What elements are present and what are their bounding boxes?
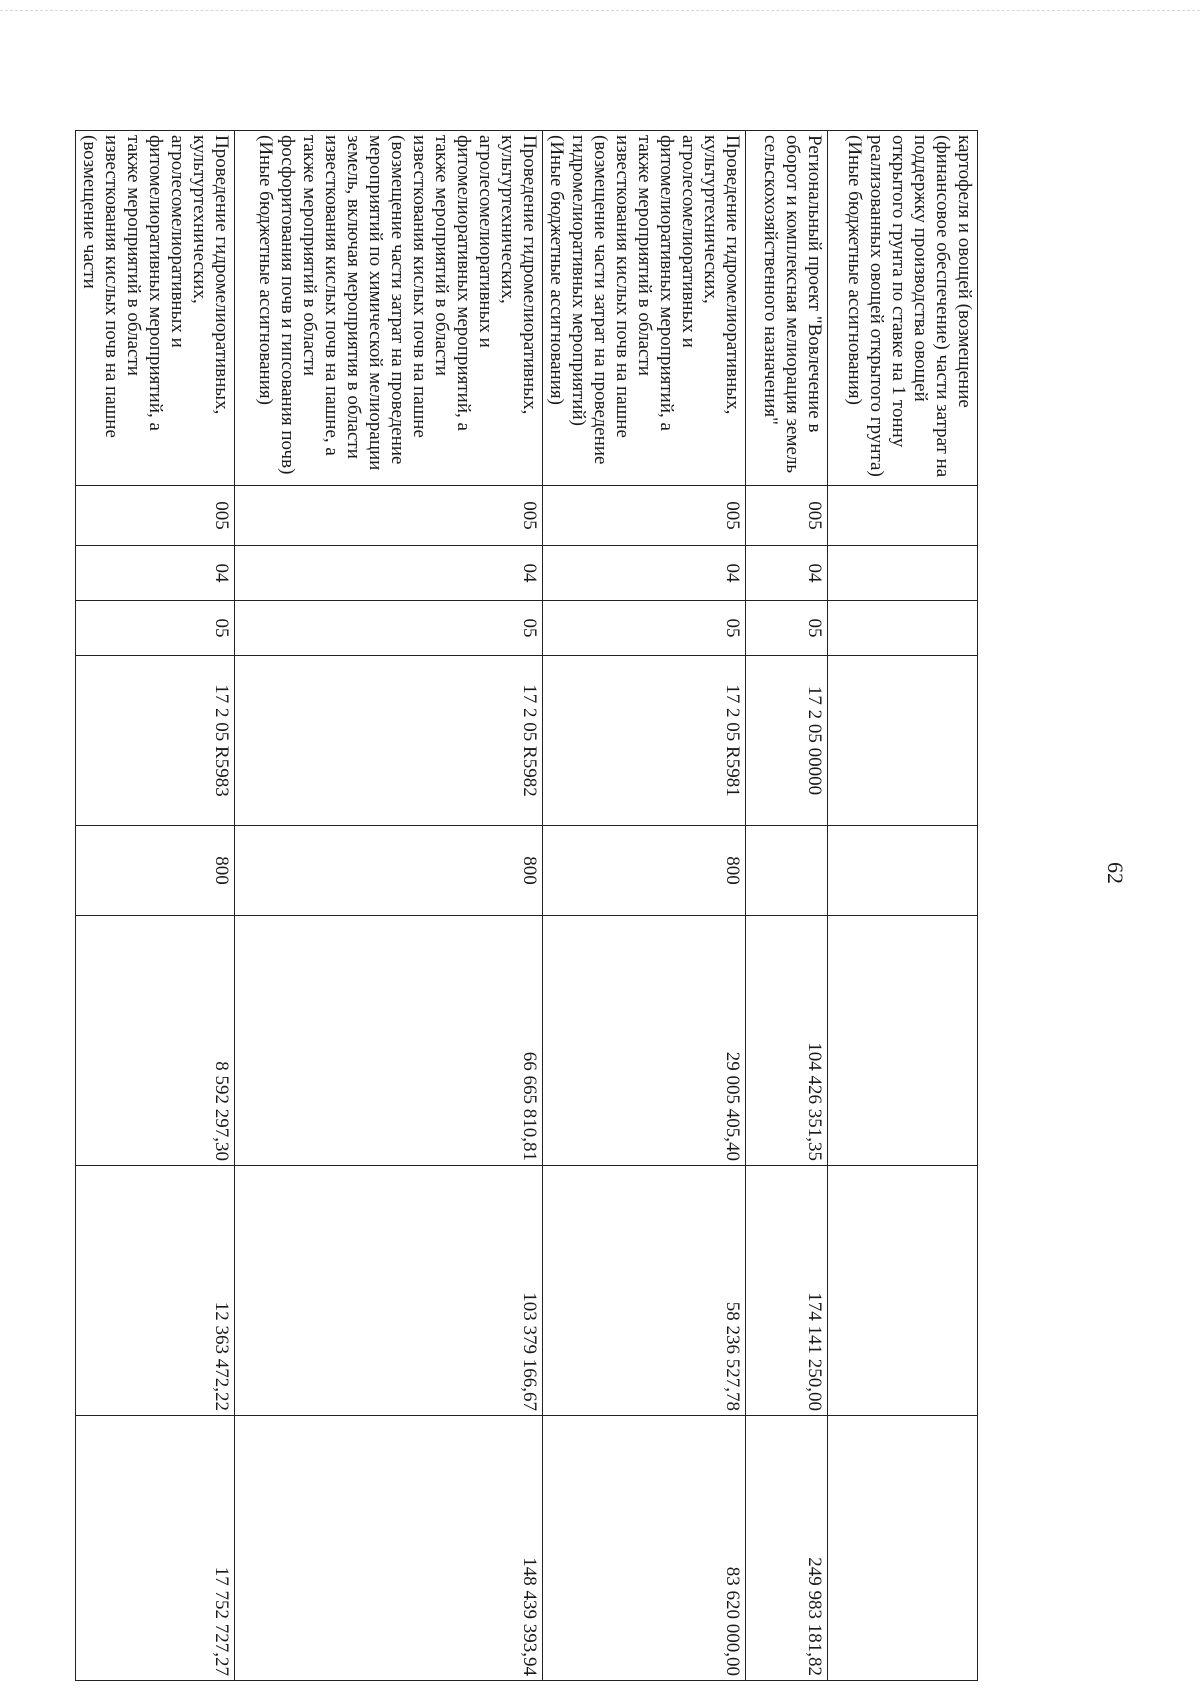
sum-year-2: 103 379 166,67: [235, 1166, 543, 1416]
rz-code: [828, 546, 978, 601]
vr-code: [828, 826, 978, 916]
rz-code: 04: [746, 546, 828, 601]
sum-year-3: 17 752 727,27: [76, 1416, 235, 1681]
table-row: [76, 131, 235, 1681]
pr-code: [828, 601, 978, 656]
ved-code: 005: [746, 486, 828, 546]
ved-code: 005: [543, 486, 746, 546]
sum-year-3: 249 983 181,82: [746, 1416, 828, 1681]
scan-edge-line: [0, 10, 1200, 11]
row-name: Проведение гидромелиоративных, культуртехнических, агролесомелиоративных и фитомелиоративных мероприятий, а также мероприятий в области известкования кислых почв на пашне (возмещение части затрат на проведение мероприятий по химической мелиорации земель, включая мероприятия в области известкования кислых почв на пашне, а также мероприятий в области фосфоритования почв и гипсования почв) (Иные бюджетные ассигнования): [235, 131, 543, 486]
sum-year-1: 29 005 405,40: [543, 916, 746, 1166]
table-row: [746, 131, 828, 1681]
pr-code: 05: [543, 601, 746, 656]
pr-code: 05: [76, 601, 235, 656]
sum-year-1: 104 426 351,35: [746, 916, 828, 1166]
sum-year-2: 58 236 527,78: [543, 1166, 746, 1416]
sum-year-2: 12 363 472,22: [76, 1166, 235, 1416]
ved-code: [828, 486, 978, 546]
rz-code: 04: [76, 546, 235, 601]
vr-code: 800: [235, 826, 543, 916]
pr-code: 05: [235, 601, 543, 656]
csr-code: [828, 656, 978, 826]
rz-code: 04: [543, 546, 746, 601]
table-row: [828, 131, 978, 1681]
sum-year-3: 148 439 393,94: [235, 1416, 543, 1681]
vr-code: [746, 826, 828, 916]
ved-code: 005: [76, 486, 235, 546]
row-name: Проведение гидромелиоративных, культуртехнических, агролесомелиоративных и фитомелиоративных мероприятий, а также мероприятий в области известкования кислых почв на пашне (возмещение части: [76, 131, 235, 486]
csr-code: 17 2 05 R5981: [543, 656, 746, 826]
budget-table: [75, 130, 978, 1681]
vr-code: 800: [76, 826, 235, 916]
csr-code: 17 2 05 R5982: [235, 656, 543, 826]
vr-code: 800: [543, 826, 746, 916]
table-row: [235, 131, 543, 1681]
sum-year-1: 8 592 297,30: [76, 916, 235, 1166]
ved-code: 005: [235, 486, 543, 546]
sum-year-3: 83 620 000,00: [543, 1416, 746, 1681]
sum-year-2: 174 141 250,00: [746, 1166, 828, 1416]
row-name: картофеля и овощей (возмещение (финансовое обеспечение) части затрат на поддержку производства овощей открытого грунта по ставке на 1 тонну реализованных овощей открытого грунта) (Иные бюджетные ассигнования): [828, 131, 978, 486]
sum-year-1: [828, 916, 978, 1166]
csr-code: 17 2 05 R5983: [76, 656, 235, 826]
sum-year-3: [828, 1416, 978, 1681]
row-name: Проведение гидромелиоративных, культуртехнических, агролесомелиоративных и фитомелиоративных мероприятий, а также мероприятий в области известкования кислых почв на пашне (возмещение части затрат на проведение гидромелиоративных мероприятий) (Иные бюджетные ассигнования): [543, 131, 746, 486]
rz-code: 04: [235, 546, 543, 601]
sum-year-2: [828, 1166, 978, 1416]
table-sheet: [79, 130, 978, 1680]
rotated-table-wrapper: [79, 130, 978, 1680]
sum-year-1: 66 665 810,81: [235, 916, 543, 1166]
row-name: Региональный проект "Вовлечение в оборот и комплексная мелиорация земель сельскохозяйственного назначения": [746, 131, 828, 486]
pr-code: 05: [746, 601, 828, 656]
page-number: 62: [1103, 862, 1128, 884]
table-row: [543, 131, 746, 1681]
csr-code: 17 2 05 00000: [746, 656, 828, 826]
